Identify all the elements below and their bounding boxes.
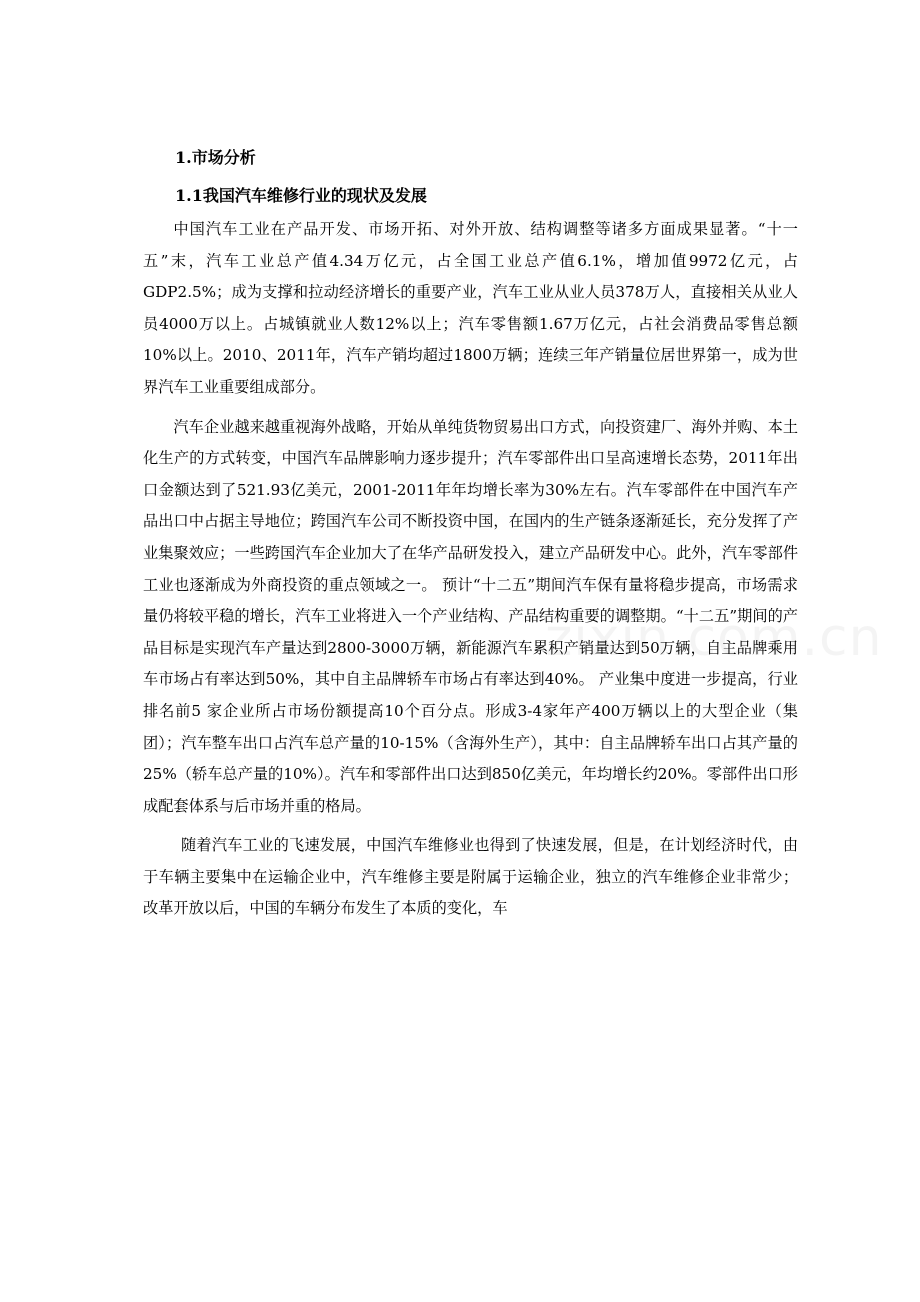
paragraph: 随着汽车工业的飞速发展，中国汽车维修业也得到了快速发展，但是，在计划经济时代，由于车辆主要集中在运输企业中，汽车维修主要是附属于运输企业，独立的汽车维修企业非常少； 改革开放以后，中国的车辆分布发生了本质的变化，车 — [143, 836, 798, 918]
section-heading: 1.市场分析 — [175, 148, 256, 167]
subsection-heading: 1.1我国汽车维修行业的现状及发展 — [175, 186, 427, 205]
body-text — [143, 214, 798, 925]
paragraph: 汽车企业越来越重视海外战略，开始从单纯货物贸易出口方式，向投资建厂、海外并购、本土化生产的方式转变，中国汽车品牌影响力逐步提升；汽车零部件出口呈高速增长态势，2011年出口金额达到了521.93亿美元，2001-2011年年均增长率为30%左右。汽车零部件在中国汽车产品出口中占据主导地位；跨国汽车公司不断投资中国，在国内的生产链条逐渐延长，充分发挥了产业集聚效应；一些跨国汽车企业加大了在华产品研发投入，建立产品研发中心。此外，汽车零部件工业也逐渐成为外商投资的重点领域之一。 预计“十二五”期间汽车保有量将稳步提高，市场需求量仍将较平稳的增长，汽车工业将进入一个产业结构、产品结构重要的调整期。“十二五”期间的产品目标是实现汽车产量达到2800-3000万辆，新能源汽车累积产销量达到50万辆，自主品牌乘用车市场占有率达到50%，其中自主品牌轿车市场占有率达到40%。 产业集中度进一步提高，行业排名前5 家企业所占市场份额提高10个百分点。形成3-4家年产400万辆以上的大型企业（集团）；汽车整车出口占汽车总产量的10-15%（含海外生产），其中：自主品牌轿车出口占其产量的25%（轿车总产量的10%）。汽车和零部件出口达到850亿美元，年均增长约20%。零部件出口形成配套体系与后市场并重的格局。 — [143, 417, 798, 815]
paragraph: 中国汽车工业在产品开发、市场开拓、对外开放、结构调整等诸多方面成果显著。“十一五”末，汽车工业总产值4.34万亿元，占全国工业总产值6.1%，增加值9972亿元，占GDP2.5%；成为支撑和拉动经济增长的重要产业，汽车工业从业人员378万人，直接相关从业人员4000万以上。占城镇就业人数12%以上；汽车零售额1.67万亿元，占社会消费品零售总额10%以上。2010、2011年，汽车产销均超过1800万辆；连续三年产销量位居世界第一，成为世界汽车工业重要组成部分。 — [143, 220, 798, 396]
